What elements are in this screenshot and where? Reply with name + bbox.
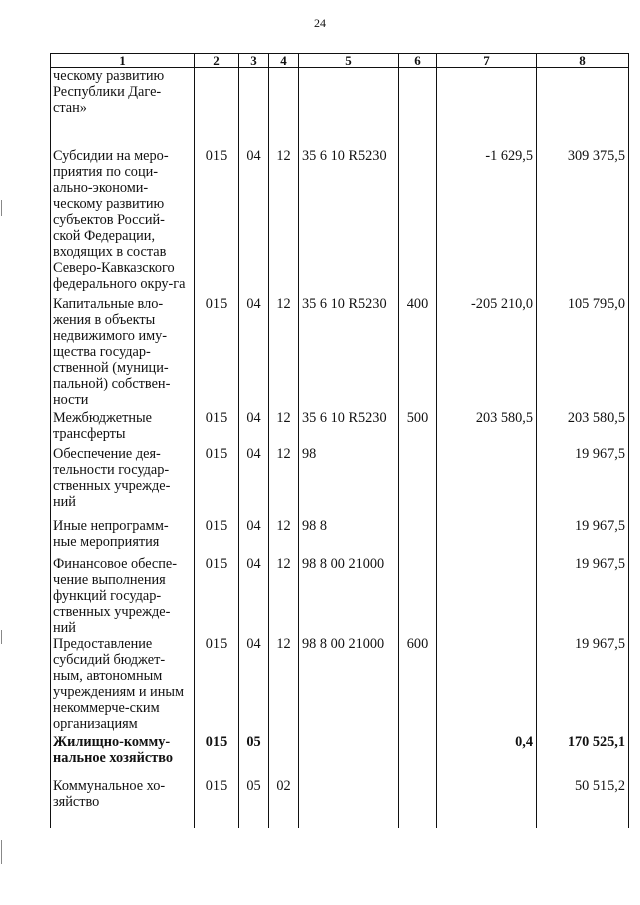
cell-name: Предоставление субсидий бюджет-ным, автономным учреждениям и иным некоммерче-ским организациям — [51, 636, 195, 734]
cell-total: 170 525,1 — [537, 734, 629, 778]
page-number: 24 — [314, 16, 326, 30]
table-row — [51, 778, 629, 828]
cell-change — [437, 68, 537, 148]
cell-target-article: 98 8 00 21000 — [299, 556, 399, 636]
cell-ministry-code: 015 — [195, 410, 239, 446]
cell-ministry-code: 015 — [195, 734, 239, 778]
table-header-row — [51, 54, 629, 68]
cell-section: 04 — [239, 446, 269, 518]
cell-ministry-code: 015 — [195, 636, 239, 734]
cell-ministry-code: 015 — [195, 296, 239, 410]
cell-target-article — [299, 68, 399, 148]
cell-name: Капитальные вло-жения в объекты недвижимого иму-щества государ-ственной (муници-пальной) собствен-ности — [51, 296, 195, 410]
table-row — [51, 734, 629, 778]
cell-expense-type — [399, 734, 437, 778]
scan-edge-mark — [1, 630, 2, 644]
cell-total: 203 580,5 — [537, 410, 629, 446]
cell-subsection — [269, 68, 299, 148]
cell-section: 04 — [239, 296, 269, 410]
cell-name: Финансовое обеспе-чение выполнения функций государ-ственных учрежде-ний — [51, 556, 195, 636]
cell-subsection: 12 — [269, 410, 299, 446]
cell-subsection: 02 — [269, 778, 299, 828]
cell-subsection: 12 — [269, 446, 299, 518]
table-row — [51, 446, 629, 518]
scan-edge-mark — [1, 200, 2, 216]
column-header-7: 7 — [437, 54, 537, 68]
cell-change: 203 580,5 — [437, 410, 537, 446]
cell-change — [437, 518, 537, 556]
cell-name: Иные непрограмм-ные мероприятия — [51, 518, 195, 556]
cell-target-article — [299, 734, 399, 778]
cell-change — [437, 778, 537, 828]
cell-section: 04 — [239, 556, 269, 636]
cell-section: 05 — [239, 734, 269, 778]
cell-ministry-code: 015 — [195, 778, 239, 828]
cell-total: 105 795,0 — [537, 296, 629, 410]
column-header-5: 5 — [299, 54, 399, 68]
cell-expense-type: 500 — [399, 410, 437, 446]
cell-change: 0,4 — [437, 734, 537, 778]
column-header-6: 6 — [399, 54, 437, 68]
cell-subsection: 12 — [269, 296, 299, 410]
cell-name: Жилищно-комму-нальное хозяйство — [51, 734, 195, 778]
cell-ministry-code: 015 — [195, 446, 239, 518]
cell-target-article — [299, 778, 399, 828]
cell-name: Межбюджетные трансферты — [51, 410, 195, 446]
cell-expense-type — [399, 446, 437, 518]
cell-ministry-code — [195, 68, 239, 148]
cell-change: -205 210,0 — [437, 296, 537, 410]
cell-subsection: 12 — [269, 148, 299, 296]
table-row — [51, 68, 629, 148]
cell-target-article: 35 6 10 R5230 — [299, 410, 399, 446]
cell-total: 19 967,5 — [537, 446, 629, 518]
cell-target-article: 35 6 10 R5230 — [299, 148, 399, 296]
cell-subsection — [269, 734, 299, 778]
cell-total: 50 515,2 — [537, 778, 629, 828]
cell-total: 309 375,5 — [537, 148, 629, 296]
cell-subsection: 12 — [269, 556, 299, 636]
cell-section — [239, 68, 269, 148]
cell-section: 04 — [239, 518, 269, 556]
cell-name: Обеспечение дея-тельности государ-ственных учрежде-ний — [51, 446, 195, 518]
scan-edge-mark — [1, 840, 2, 864]
cell-section: 04 — [239, 636, 269, 734]
cell-target-article: 98 — [299, 446, 399, 518]
cell-expense-type: 600 — [399, 636, 437, 734]
budget-table — [50, 53, 629, 828]
column-header-2: 2 — [195, 54, 239, 68]
table-row — [51, 518, 629, 556]
cell-ministry-code: 015 — [195, 556, 239, 636]
cell-change: -1 629,5 — [437, 148, 537, 296]
cell-expense-type — [399, 778, 437, 828]
cell-expense-type: 400 — [399, 296, 437, 410]
column-header-4: 4 — [269, 54, 299, 68]
cell-section: 04 — [239, 148, 269, 296]
cell-subsection: 12 — [269, 636, 299, 734]
cell-expense-type — [399, 518, 437, 556]
table-row — [51, 296, 629, 410]
cell-total: 19 967,5 — [537, 556, 629, 636]
cell-section: 05 — [239, 778, 269, 828]
cell-name: ческому развитию Республики Даге-стан» — [51, 68, 195, 148]
cell-expense-type — [399, 556, 437, 636]
cell-ministry-code: 015 — [195, 148, 239, 296]
cell-change — [437, 636, 537, 734]
column-header-1: 1 — [51, 54, 195, 68]
cell-total: 19 967,5 — [537, 636, 629, 734]
column-header-3: 3 — [239, 54, 269, 68]
cell-ministry-code: 015 — [195, 518, 239, 556]
table-row — [51, 148, 629, 296]
table-row — [51, 410, 629, 446]
cell-target-article: 35 6 10 R5230 — [299, 296, 399, 410]
cell-subsection: 12 — [269, 518, 299, 556]
cell-target-article: 98 8 — [299, 518, 399, 556]
cell-total — [537, 68, 629, 148]
cell-expense-type — [399, 148, 437, 296]
cell-name: Субсидии на меро-приятия по соци-ально-экономи-ческому развитию субъектов Россий-ской Федерации, входящих в состав Северо-Кавказского федерального окру-га — [51, 148, 195, 296]
table-row — [51, 556, 629, 636]
cell-change — [437, 446, 537, 518]
cell-target-article: 98 8 00 21000 — [299, 636, 399, 734]
cell-expense-type — [399, 68, 437, 148]
cell-section: 04 — [239, 410, 269, 446]
column-header-8: 8 — [537, 54, 629, 68]
cell-name: Коммунальное хо-зяйство — [51, 778, 195, 828]
table-row — [51, 636, 629, 734]
cell-total: 19 967,5 — [537, 518, 629, 556]
cell-change — [437, 556, 537, 636]
